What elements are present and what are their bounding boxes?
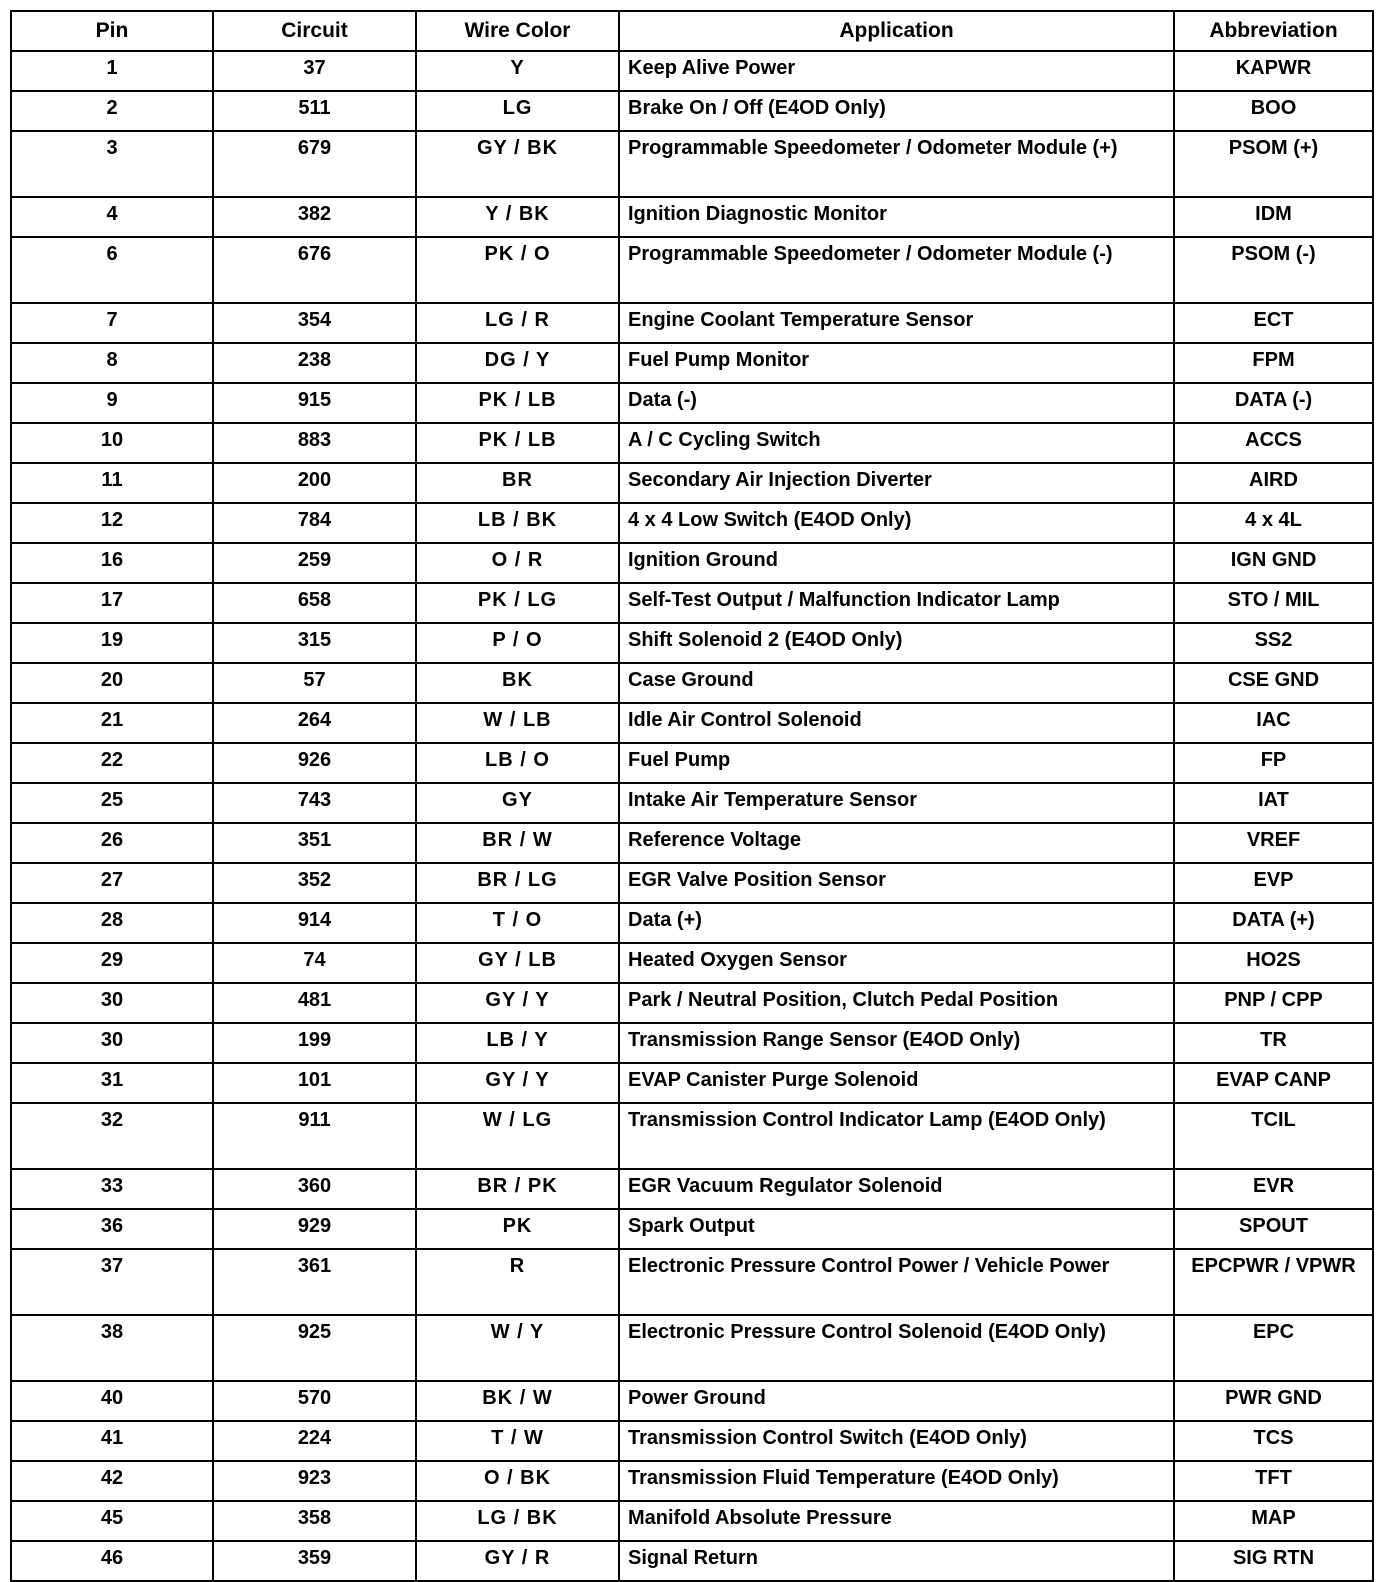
circuit-cell: 359	[213, 1541, 416, 1581]
application-cell: Programmable Speedometer / Odometer Module (-)	[619, 237, 1174, 303]
wire-color-cell: PK / LB	[416, 383, 619, 423]
table-row	[11, 1023, 1373, 1063]
circuit-cell: 37	[213, 51, 416, 91]
table-row	[11, 1169, 1373, 1209]
pin-cell: 4	[11, 197, 213, 237]
wire-color-cell: W / Y	[416, 1315, 619, 1381]
pin-cell: 8	[11, 343, 213, 383]
table-body	[11, 51, 1373, 1581]
pin-cell: 33	[11, 1169, 213, 1209]
circuit-cell: 382	[213, 197, 416, 237]
abbreviation-cell: IAT	[1174, 783, 1373, 823]
wire-color-cell: Y	[416, 51, 619, 91]
table-row	[11, 1381, 1373, 1421]
application-cell: Fuel Pump	[619, 743, 1174, 783]
application-cell: A / C Cycling Switch	[619, 423, 1174, 463]
application-cell: Brake On / Off (E4OD Only)	[619, 91, 1174, 131]
header-row	[11, 11, 1373, 51]
table-row	[11, 583, 1373, 623]
pin-cell: 6	[11, 237, 213, 303]
pin-cell: 32	[11, 1103, 213, 1169]
wire-color-cell: LG / R	[416, 303, 619, 343]
table-row	[11, 1541, 1373, 1581]
application-cell: EGR Vacuum Regulator Solenoid	[619, 1169, 1174, 1209]
circuit-cell: 915	[213, 383, 416, 423]
table-row	[11, 197, 1373, 237]
wire-color-cell: PK / O	[416, 237, 619, 303]
table-row	[11, 543, 1373, 583]
abbreviation-cell: SS2	[1174, 623, 1373, 663]
abbreviation-cell: TFT	[1174, 1461, 1373, 1501]
wire-color-cell: W / LG	[416, 1103, 619, 1169]
pin-cell: 21	[11, 703, 213, 743]
table-row	[11, 1209, 1373, 1249]
wire-color-cell: BK	[416, 663, 619, 703]
wire-color-cell: LB / BK	[416, 503, 619, 543]
application-cell: Signal Return	[619, 1541, 1174, 1581]
wire-color-cell: W / LB	[416, 703, 619, 743]
circuit-cell: 743	[213, 783, 416, 823]
wire-color-cell: GY / BK	[416, 131, 619, 197]
application-cell: Intake Air Temperature Sensor	[619, 783, 1174, 823]
application-cell: Heated Oxygen Sensor	[619, 943, 1174, 983]
application-cell: Programmable Speedometer / Odometer Module (+)	[619, 131, 1174, 197]
table-row	[11, 823, 1373, 863]
application-cell: Electronic Pressure Control Solenoid (E4OD Only)	[619, 1315, 1174, 1381]
abbreviation-cell: EVR	[1174, 1169, 1373, 1209]
header-wire-color: Wire Color	[416, 11, 619, 51]
application-cell: Idle Air Control Solenoid	[619, 703, 1174, 743]
circuit-cell: 74	[213, 943, 416, 983]
abbreviation-cell: AIRD	[1174, 463, 1373, 503]
abbreviation-cell: EVAP CANP	[1174, 1063, 1373, 1103]
table-row	[11, 903, 1373, 943]
table-row	[11, 983, 1373, 1023]
circuit-cell: 658	[213, 583, 416, 623]
circuit-cell: 351	[213, 823, 416, 863]
pin-cell: 26	[11, 823, 213, 863]
pin-cell: 1	[11, 51, 213, 91]
table-row	[11, 703, 1373, 743]
abbreviation-cell: FP	[1174, 743, 1373, 783]
circuit-cell: 883	[213, 423, 416, 463]
table-row	[11, 463, 1373, 503]
application-cell: Ignition Ground	[619, 543, 1174, 583]
abbreviation-cell: PSOM (-)	[1174, 237, 1373, 303]
wire-color-cell: LB / Y	[416, 1023, 619, 1063]
application-cell: Case Ground	[619, 663, 1174, 703]
abbreviation-cell: KAPWR	[1174, 51, 1373, 91]
pin-cell: 19	[11, 623, 213, 663]
circuit-cell: 315	[213, 623, 416, 663]
abbreviation-cell: IGN GND	[1174, 543, 1373, 583]
application-cell: 4 x 4 Low Switch (E4OD Only)	[619, 503, 1174, 543]
wire-color-cell: PK / LG	[416, 583, 619, 623]
application-cell: Electronic Pressure Control Power / Vehicle Power	[619, 1249, 1174, 1315]
pinout-table	[10, 10, 1374, 1582]
wire-color-cell: LG / BK	[416, 1501, 619, 1541]
pin-cell: 2	[11, 91, 213, 131]
table-row	[11, 423, 1373, 463]
abbreviation-cell: PNP / CPP	[1174, 983, 1373, 1023]
table-row	[11, 943, 1373, 983]
application-cell: Self-Test Output / Malfunction Indicator Lamp	[619, 583, 1174, 623]
application-cell: Data (-)	[619, 383, 1174, 423]
pin-cell: 11	[11, 463, 213, 503]
circuit-cell: 926	[213, 743, 416, 783]
application-cell: Engine Coolant Temperature Sensor	[619, 303, 1174, 343]
circuit-cell: 358	[213, 1501, 416, 1541]
pin-cell: 17	[11, 583, 213, 623]
wire-color-cell: Y / BK	[416, 197, 619, 237]
table-row	[11, 131, 1373, 197]
header-pin: Pin	[11, 11, 213, 51]
abbreviation-cell: TR	[1174, 1023, 1373, 1063]
table-row	[11, 51, 1373, 91]
table-row	[11, 783, 1373, 823]
circuit-cell: 923	[213, 1461, 416, 1501]
table-row	[11, 383, 1373, 423]
abbreviation-cell: TCS	[1174, 1421, 1373, 1461]
pin-cell: 10	[11, 423, 213, 463]
application-cell: Transmission Fluid Temperature (E4OD Only)	[619, 1461, 1174, 1501]
application-cell: Secondary Air Injection Diverter	[619, 463, 1174, 503]
pin-cell: 22	[11, 743, 213, 783]
table-row	[11, 503, 1373, 543]
circuit-cell: 101	[213, 1063, 416, 1103]
wire-color-cell: BR / W	[416, 823, 619, 863]
pin-cell: 16	[11, 543, 213, 583]
wire-color-cell: T / W	[416, 1421, 619, 1461]
abbreviation-cell: EPC	[1174, 1315, 1373, 1381]
table-row	[11, 1063, 1373, 1103]
abbreviation-cell: DATA (-)	[1174, 383, 1373, 423]
header-circuit: Circuit	[213, 11, 416, 51]
pin-cell: 27	[11, 863, 213, 903]
pin-cell: 31	[11, 1063, 213, 1103]
application-cell: Data (+)	[619, 903, 1174, 943]
application-cell: EGR Valve Position Sensor	[619, 863, 1174, 903]
pin-cell: 37	[11, 1249, 213, 1315]
wire-color-cell: PK	[416, 1209, 619, 1249]
application-cell: Keep Alive Power	[619, 51, 1174, 91]
circuit-cell: 199	[213, 1023, 416, 1063]
application-cell: Fuel Pump Monitor	[619, 343, 1174, 383]
pin-cell: 38	[11, 1315, 213, 1381]
circuit-cell: 481	[213, 983, 416, 1023]
wire-color-cell: PK / LB	[416, 423, 619, 463]
pin-cell: 30	[11, 1023, 213, 1063]
table-row	[11, 1421, 1373, 1461]
application-cell: Transmission Range Sensor (E4OD Only)	[619, 1023, 1174, 1063]
table-row	[11, 1501, 1373, 1541]
wire-color-cell: BK / W	[416, 1381, 619, 1421]
wire-color-cell: BR / LG	[416, 863, 619, 903]
pin-cell: 40	[11, 1381, 213, 1421]
circuit-cell: 911	[213, 1103, 416, 1169]
application-cell: Transmission Control Switch (E4OD Only)	[619, 1421, 1174, 1461]
abbreviation-cell: IAC	[1174, 703, 1373, 743]
application-cell: Transmission Control Indicator Lamp (E4OD Only)	[619, 1103, 1174, 1169]
table-row	[11, 91, 1373, 131]
circuit-cell: 352	[213, 863, 416, 903]
abbreviation-cell: ACCS	[1174, 423, 1373, 463]
circuit-cell: 784	[213, 503, 416, 543]
circuit-cell: 57	[213, 663, 416, 703]
wire-color-cell: BR	[416, 463, 619, 503]
abbreviation-cell: CSE GND	[1174, 663, 1373, 703]
table-row	[11, 663, 1373, 703]
wire-color-cell: GY / Y	[416, 1063, 619, 1103]
wire-color-cell: GY / LB	[416, 943, 619, 983]
circuit-cell: 925	[213, 1315, 416, 1381]
circuit-cell: 929	[213, 1209, 416, 1249]
table-row	[11, 237, 1373, 303]
pin-cell: 9	[11, 383, 213, 423]
circuit-cell: 679	[213, 131, 416, 197]
wire-color-cell: GY	[416, 783, 619, 823]
pin-cell: 45	[11, 1501, 213, 1541]
abbreviation-cell: TCIL	[1174, 1103, 1373, 1169]
application-cell: Park / Neutral Position, Clutch Pedal Position	[619, 983, 1174, 1023]
pin-cell: 3	[11, 131, 213, 197]
wire-color-cell: T / O	[416, 903, 619, 943]
pin-cell: 42	[11, 1461, 213, 1501]
abbreviation-cell: FPM	[1174, 343, 1373, 383]
abbreviation-cell: 4 x 4L	[1174, 503, 1373, 543]
circuit-cell: 511	[213, 91, 416, 131]
pin-cell: 41	[11, 1421, 213, 1461]
wire-color-cell: O / BK	[416, 1461, 619, 1501]
wire-color-cell: BR / PK	[416, 1169, 619, 1209]
wire-color-cell: GY / R	[416, 1541, 619, 1581]
circuit-cell: 259	[213, 543, 416, 583]
wire-color-cell: LG	[416, 91, 619, 131]
table-row	[11, 1249, 1373, 1315]
pin-cell: 25	[11, 783, 213, 823]
wire-color-cell: GY / Y	[416, 983, 619, 1023]
pin-cell: 7	[11, 303, 213, 343]
abbreviation-cell: STO / MIL	[1174, 583, 1373, 623]
header-abbreviation: Abbreviation	[1174, 11, 1373, 51]
application-cell: Power Ground	[619, 1381, 1174, 1421]
pin-cell: 36	[11, 1209, 213, 1249]
circuit-cell: 570	[213, 1381, 416, 1421]
circuit-cell: 360	[213, 1169, 416, 1209]
circuit-cell: 354	[213, 303, 416, 343]
pin-cell: 28	[11, 903, 213, 943]
application-cell: Reference Voltage	[619, 823, 1174, 863]
circuit-cell: 676	[213, 237, 416, 303]
wire-color-cell: LB / O	[416, 743, 619, 783]
table-row	[11, 343, 1373, 383]
abbreviation-cell: IDM	[1174, 197, 1373, 237]
abbreviation-cell: VREF	[1174, 823, 1373, 863]
circuit-cell: 224	[213, 1421, 416, 1461]
wire-color-cell: R	[416, 1249, 619, 1315]
circuit-cell: 238	[213, 343, 416, 383]
table-row	[11, 1103, 1373, 1169]
abbreviation-cell: SIG RTN	[1174, 1541, 1373, 1581]
pin-cell: 30	[11, 983, 213, 1023]
abbreviation-cell: BOO	[1174, 91, 1373, 131]
table-row	[11, 743, 1373, 783]
circuit-cell: 361	[213, 1249, 416, 1315]
wire-color-cell: P / O	[416, 623, 619, 663]
application-cell: Spark Output	[619, 1209, 1174, 1249]
wire-color-cell: DG / Y	[416, 343, 619, 383]
abbreviation-cell: EVP	[1174, 863, 1373, 903]
application-cell: Manifold Absolute Pressure	[619, 1501, 1174, 1541]
table-row	[11, 623, 1373, 663]
application-cell: Ignition Diagnostic Monitor	[619, 197, 1174, 237]
circuit-cell: 264	[213, 703, 416, 743]
pin-cell: 12	[11, 503, 213, 543]
abbreviation-cell: MAP	[1174, 1501, 1373, 1541]
wire-color-cell: O / R	[416, 543, 619, 583]
pin-cell: 29	[11, 943, 213, 983]
circuit-cell: 200	[213, 463, 416, 503]
pin-cell: 46	[11, 1541, 213, 1581]
abbreviation-cell: HO2S	[1174, 943, 1373, 983]
abbreviation-cell: SPOUT	[1174, 1209, 1373, 1249]
table-row	[11, 863, 1373, 903]
abbreviation-cell: DATA (+)	[1174, 903, 1373, 943]
table-row	[11, 1461, 1373, 1501]
abbreviation-cell: PSOM (+)	[1174, 131, 1373, 197]
circuit-cell: 914	[213, 903, 416, 943]
table-row	[11, 1315, 1373, 1381]
table-row	[11, 303, 1373, 343]
application-cell: Shift Solenoid 2 (E4OD Only)	[619, 623, 1174, 663]
abbreviation-cell: ECT	[1174, 303, 1373, 343]
header-application: Application	[619, 11, 1174, 51]
abbreviation-cell: EPCPWR / VPWR	[1174, 1249, 1373, 1315]
application-cell: EVAP Canister Purge Solenoid	[619, 1063, 1174, 1103]
abbreviation-cell: PWR GND	[1174, 1381, 1373, 1421]
pin-cell: 20	[11, 663, 213, 703]
